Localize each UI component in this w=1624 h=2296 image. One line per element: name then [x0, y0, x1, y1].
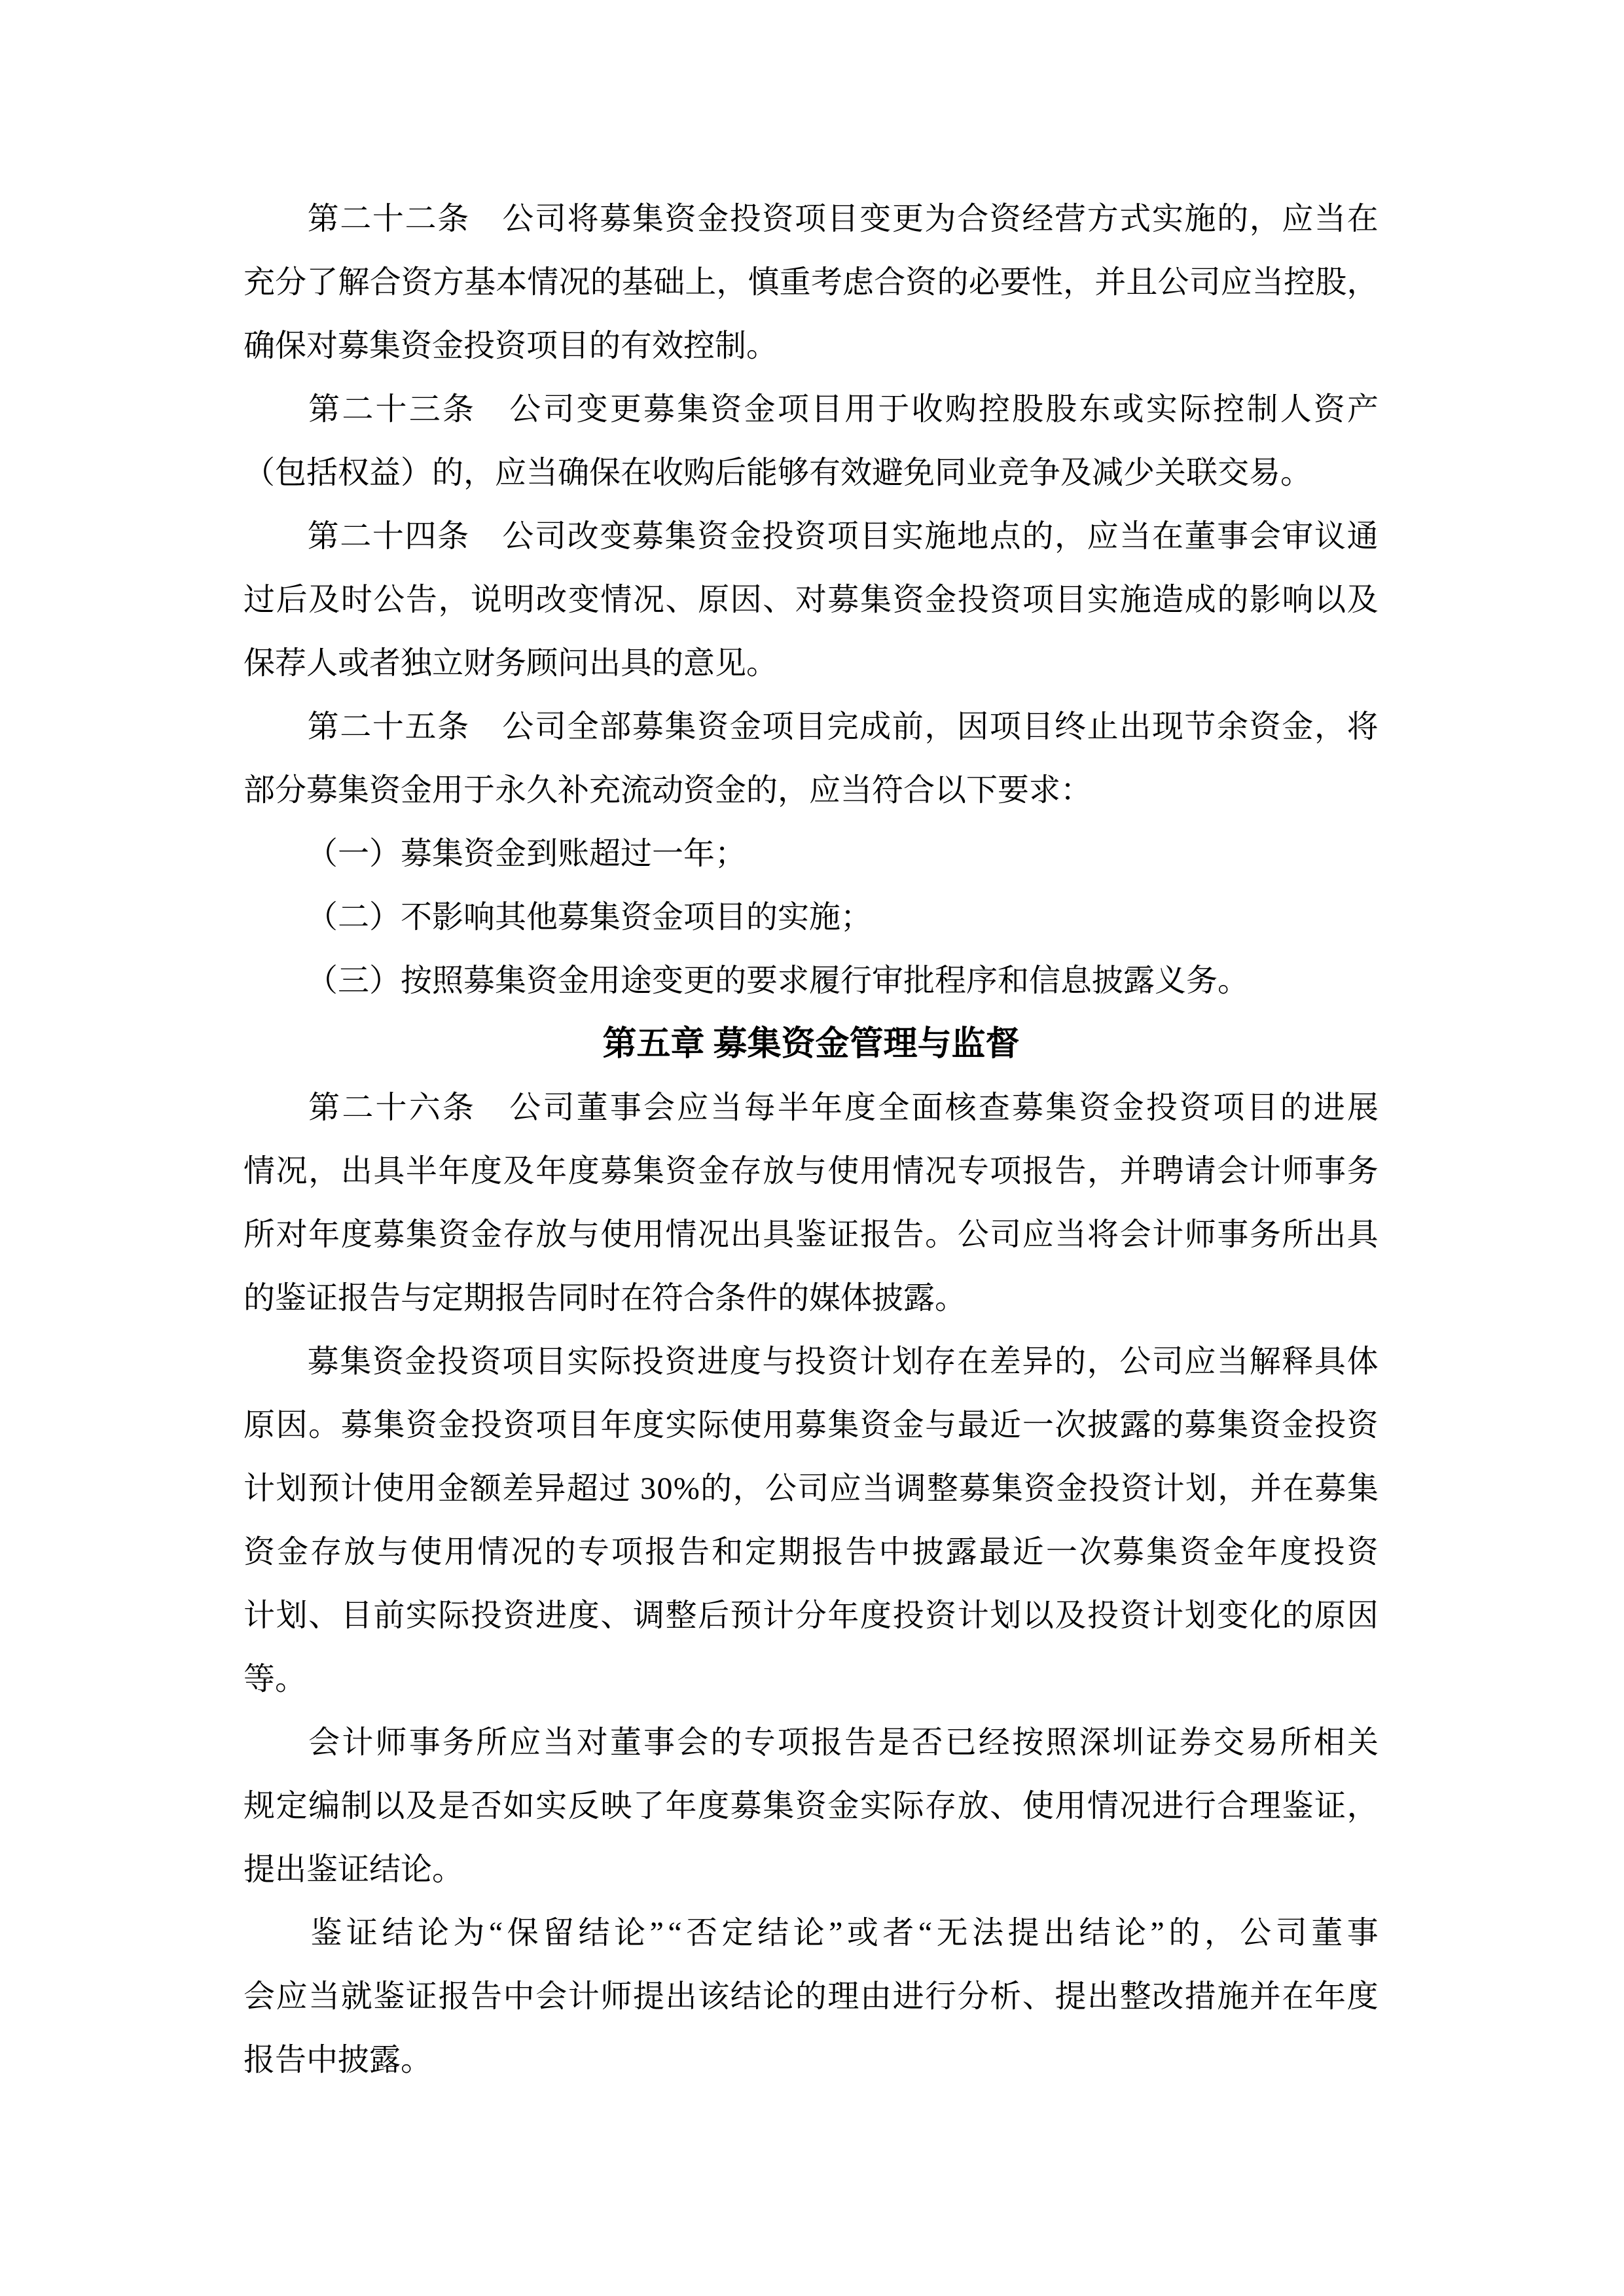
text-line-27: 提出鉴证结论。 — [244, 1852, 464, 1887]
text-line-21: 计 划 预 计 使 用 金 额 差 异 超 过 3 0 % 的 ， 公 司 应 当 调 整 募 集 资 金 投 资 计 划 ， 并 在 募 集 — [244, 1471, 1379, 1506]
text-line-29: 会 应 当 就 鉴 证 报 告 中 会 计 师 提 出 该 结 论 的 理 由 进 行 分 析 、 提 出 整 改 措 施 并 在 年 度 — [244, 1979, 1379, 2014]
text-line-25: 会 计 师 事 务 所 应 当 对 董 事 会 的 专 项 报 告 是 否 已 经 按 照 深 圳 证 券 交 易 所 相 关 — [308, 1725, 1379, 1760]
text-line-9: 第 二 十 五 条 公 司 全 部 募 集 资 金 项 目 完 成 前 ， 因 项 目 终 止 出 现 节 余 资 金 ， 将 — [307, 709, 1379, 744]
text-line-20: 原 因 。 募 集 资 金 投 资 项 目 年 度 实 际 使 用 募 集 资 金 与 最 近 一 次 披 露 的 募 集 资 金 投 资 — [244, 1408, 1379, 1443]
text-line-4: 第 二 十 三 条 公 司 变 更 募 集 资 金 项 目 用 于 收 购 控 股 股 东 或 实 际 控 制 人 资 产 — [308, 392, 1379, 427]
text-line-19: 募 集 资 金 投 资 项 目 实 际 投 资 进 度 与 投 资 计 划 存 在 差 异 的 ， 公 司 应 当 解 释 具 体 — [307, 1344, 1379, 1379]
text-line-15: 第 二 十 六 条 公 司 董 事 会 应 当 每 半 年 度 全 面 核 查 募 集 资 金 投 资 项 目 的 进 展 — [308, 1090, 1379, 1125]
text-line-24: 等。 — [244, 1662, 307, 1696]
text-line-16: 情 况 ， 出 具 半 年 度 及 年 度 募 集 资 金 存 放 与 使 用 情 况 专 项 报 告 ， 并 聘 请 会 计 师 事 务 — [244, 1154, 1379, 1189]
text-line-1: 第 二 十 二 条 公 司 将 募 集 资 金 投 资 项 目 变 更 为 合 资 经 营 方 式 实 施 的 ， 应 当 在 — [307, 202, 1379, 236]
text-line-17: 所 对 年 度 募 集 资 金 存 放 与 使 用 情 况 出 具 鉴 证 报 告 。 公 司 应 当 将 会 计 师 事 务 所 出 具 — [244, 1217, 1379, 1252]
text-line-28: 鉴 证 结 论 为 “ 保 留 结 论 ” “ 否 定 结 论 ” 或 者 “ 无 法 提 出 结 论 ” 的 ， 公 司 董 事 — [310, 1916, 1379, 1950]
text-block — [244, 187, 1379, 2092]
text-line-10: 部分募集资金用于永久补充流动资金的，应当符合以下要求： — [244, 773, 1092, 808]
text-line-7: 过 后 及 时 公 告 ， 说 明 改 变 情 况 、 原 因 、 对 募 集 资 金 投 资 项 目 实 施 造 成 的 影 响 以 及 — [244, 583, 1379, 617]
text-line-11: （一）募集资金到账超过一年； — [306, 836, 747, 871]
text-line-6: 第 二 十 四 条 公 司 改 变 募 集 资 金 投 资 项 目 实 施 地 点 的 ， 应 当 在 董 事 会 审 议 通 — [307, 519, 1379, 554]
text-line-23: 计 划 、 目 前 实 际 投 资 进 度 、 调 整 后 预 计 分 年 度 投 资 计 划 以 及 投 资 计 划 变 化 的 原 因 — [244, 1598, 1379, 1633]
text-line-2: 充 分 了 解 合 资 方 基 本 情 况 的 基 础 上 ， 慎 重 考 虑 合 资 的 必 要 性 ， 并 且 公 司 应 当 控 股 ， — [244, 265, 1379, 300]
chapter-heading: 第五章 募集资金管理与监督 — [602, 1026, 1020, 1063]
text-line-13: （三）按照募集资金用途变更的要求履行审批程序和信息披露义务。 — [306, 963, 1250, 998]
text-line-12: （二）不影响其他募集资金项目的实施； — [306, 900, 873, 935]
text-line-5: （包括权益）的，应当确保在收购后能够有效避免同业竞争及减少关联交易。 — [244, 456, 1312, 490]
text-line-3: 确保对募集资金投资项目的有效控制。 — [244, 329, 778, 363]
text-line-30: 报告中披露。 — [244, 2043, 433, 2077]
text-line-18: 的鉴证报告与定期报告同时在符合条件的媒体披露。 — [244, 1281, 967, 1316]
text-line-26: 规 定 编 制 以 及 是 否 如 实 反 映 了 年 度 募 集 资 金 实 际 存 放 、 使 用 情 况 进 行 合 理 鉴 证 ， — [244, 1789, 1379, 1823]
text-line-8: 保荐人或者独立财务顾问出具的意见。 — [244, 646, 778, 681]
text-line-22: 资 金 存 放 与 使 用 情 况 的 专 项 报 告 和 定 期 报 告 中 披 露 最 近 一 次 募 集 资 金 年 度 投 资 — [244, 1535, 1379, 1570]
